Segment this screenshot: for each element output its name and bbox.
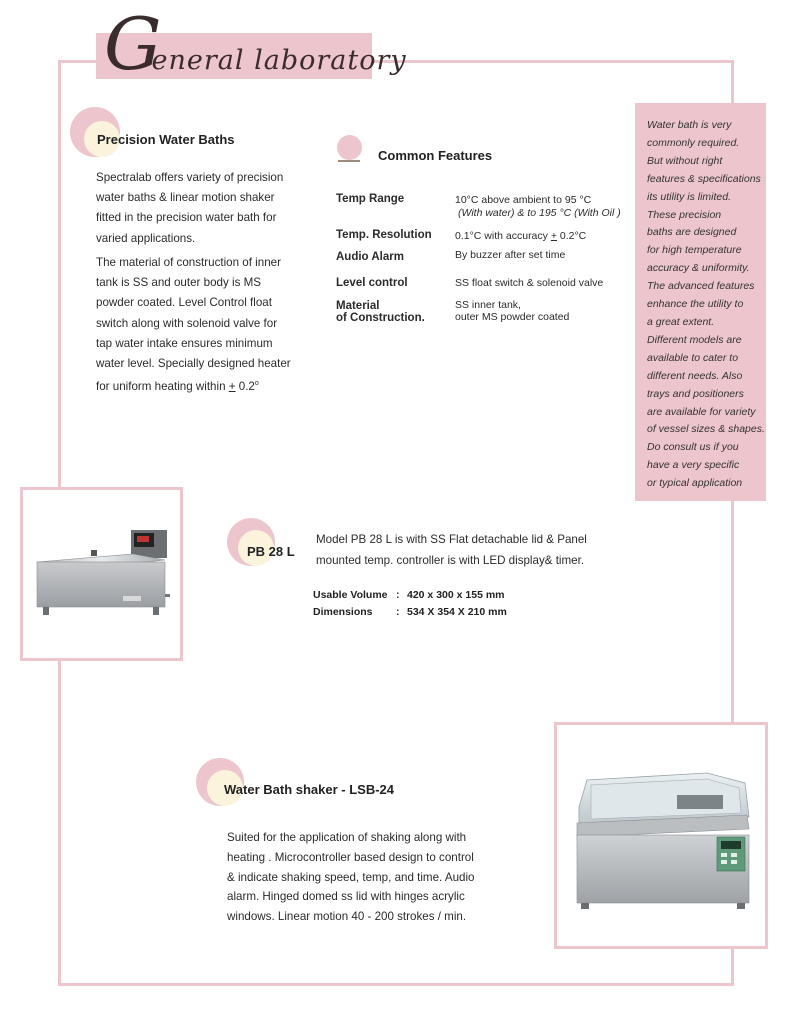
- text-line: windows. Linear motion 40 - 200 strokes / min.: [227, 910, 467, 924]
- text-segment: for uniform heating within: [96, 380, 229, 394]
- sidebar-note: [635, 103, 766, 501]
- text-line: tank is SS and outer body is MS: [96, 276, 261, 290]
- sidebar-line: features & specifications: [647, 172, 761, 185]
- sidebar-line: its utility is limited.: [647, 190, 732, 203]
- sidebar-line: of vessel sizes & shapes.: [647, 423, 765, 436]
- precision-intro: [96, 168, 296, 249]
- spec-separator: :: [396, 589, 400, 601]
- spec-name: Usable Volume: [313, 589, 388, 601]
- precision-heading: Precision Water Baths: [97, 132, 235, 147]
- sidebar-line: a great extent.: [647, 315, 715, 328]
- features-underline: [338, 160, 360, 162]
- degree-sign: o: [254, 380, 259, 388]
- text-line: switch along with solenoid valve for: [96, 316, 278, 330]
- text-line: Model PB 28 L is with SS Flat detachable lid & Panel: [316, 533, 587, 546]
- spec-name: Dimensions: [313, 606, 373, 618]
- feature-label: Audio Alarm: [336, 251, 404, 263]
- spec-value: 420 x 300 x 155 mm: [407, 589, 505, 601]
- feature-value: 10°C above ambient to 95 °C: [455, 194, 592, 206]
- text-line: water baths & linear motion shaker: [96, 191, 275, 205]
- sidebar-line: are available for variety: [647, 405, 756, 418]
- text-line: The material of construction of inner: [96, 256, 281, 269]
- pb28-photo-frame: [20, 487, 183, 661]
- feature-value: By buzzer after set time: [455, 249, 566, 261]
- features-circle: [337, 135, 362, 160]
- sidebar-line: Water bath is very: [647, 119, 732, 131]
- sidebar-line: for high temperature: [647, 244, 742, 257]
- text-line: powder coated. Level Control float: [96, 296, 272, 310]
- feature-value-sub: (With water) & to 195 °C (With Oil ): [458, 207, 621, 219]
- text-line: & indicate shaking speed, temp, and time. Audio: [227, 870, 475, 884]
- plus-minus-sign: +: [228, 380, 236, 394]
- text-line: alarm. Hinged domed ss lid with hinges acrylic: [227, 890, 465, 904]
- text-line: mounted temp. controller is with LED display& timer.: [316, 554, 585, 567]
- text-line: Spectralab offers variety of precision: [96, 171, 284, 184]
- shaker-photo-frame: [554, 722, 768, 949]
- features-heading: Common Features: [378, 148, 493, 163]
- text-line: tap water intake ensures minimum: [96, 336, 273, 350]
- text-line-last: [96, 374, 296, 397]
- feature-label: Level control: [336, 277, 408, 289]
- sidebar-line: baths are designed: [647, 226, 737, 239]
- pb28-label: PB 28 L: [247, 544, 295, 559]
- text-segment: 0.2: [235, 380, 255, 394]
- sidebar-line: available to cater to: [647, 351, 739, 364]
- plus-minus-sign: +: [550, 230, 557, 242]
- sidebar-line: have a very specific: [647, 459, 740, 472]
- sidebar-line: Do consult us if you: [647, 441, 739, 454]
- spec-value: 534 X 354 X 210 mm: [407, 606, 507, 618]
- feature-value: SS inner tank, outer MS powder coated: [455, 299, 570, 323]
- text-segment: 0.2°C: [556, 230, 587, 242]
- sidebar-line: trays and positioners: [647, 387, 744, 400]
- title-rest: eneral laboratory: [151, 45, 407, 76]
- page-title: [104, 2, 407, 86]
- sidebar-line: enhance the utility to: [647, 298, 744, 311]
- precision-body: [96, 253, 296, 397]
- feature-label: Material of Construction.: [336, 300, 425, 324]
- text-line: Suited for the application of shaking along with: [227, 831, 467, 844]
- sidebar-line: These precision: [647, 208, 722, 221]
- text-line: water level. Specially designed heater: [96, 357, 291, 371]
- sidebar-line: The advanced features: [647, 280, 755, 293]
- shaker-image: [557, 725, 765, 946]
- shaker-description: [227, 828, 489, 927]
- sidebar-line: or typical application: [647, 477, 743, 490]
- text-line: varied applications.: [96, 231, 196, 245]
- text-line: fitted in the precision water bath for: [96, 211, 277, 225]
- water-bath-image: [23, 490, 180, 658]
- shaker-heading: Water Bath shaker - LSB-24: [224, 782, 395, 797]
- sidebar-line: Different models are: [647, 333, 742, 346]
- text-segment: 0.1°C with accuracy: [455, 230, 551, 242]
- feature-value: [455, 230, 586, 242]
- sidebar-line: different needs. Also: [647, 369, 743, 382]
- sidebar-line: But without right: [647, 154, 723, 167]
- pb28-description: [316, 529, 616, 571]
- feature-label: Temp. Resolution: [336, 229, 432, 241]
- text-line: heating . Microcontroller based design to control: [227, 850, 474, 864]
- spec-separator: :: [396, 606, 400, 618]
- sidebar-line: commonly required.: [647, 136, 740, 149]
- feature-value: SS float switch & solenoid valve: [455, 277, 604, 289]
- feature-label: Temp Range: [336, 193, 405, 205]
- title-initial: G: [104, 2, 162, 86]
- sidebar-line: accuracy & uniformity.: [647, 262, 750, 275]
